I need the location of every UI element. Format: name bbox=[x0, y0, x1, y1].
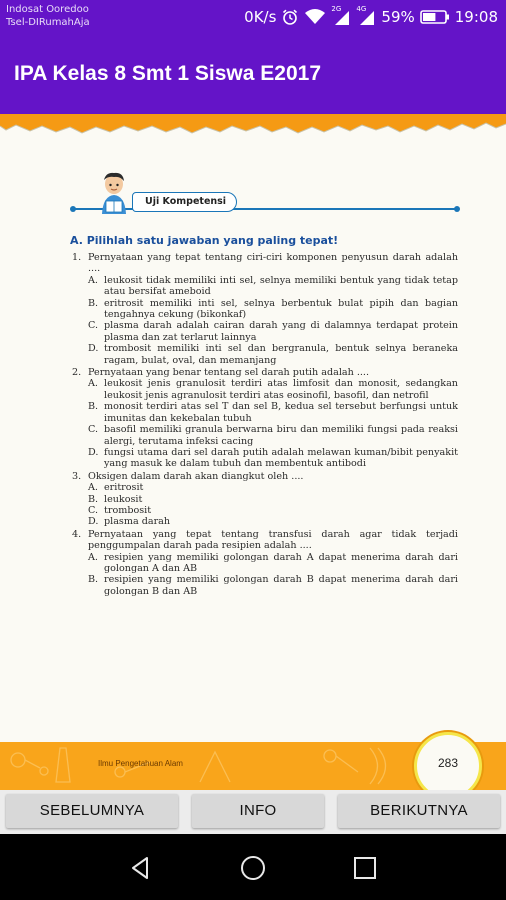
status-icons bbox=[244, 0, 498, 34]
recents-square-icon[interactable] bbox=[351, 854, 379, 882]
answer-option bbox=[88, 424, 458, 447]
option-letter: A. bbox=[88, 551, 98, 563]
answer-option bbox=[88, 574, 458, 597]
option-text: leukosit jenis granulosit terdiri atas limfosit dan monosit, sedangkan leukosit jenis agranulosit terdiri atas eosinofil, basofil, dan netrofil bbox=[104, 378, 458, 401]
torn-paper-edge bbox=[0, 114, 506, 138]
answer-option bbox=[88, 482, 458, 493]
home-circle-icon[interactable] bbox=[239, 854, 267, 882]
alarm-icon bbox=[281, 8, 299, 26]
question-text: Pernyataan yang benar tentang sel darah putih adalah .... bbox=[88, 367, 370, 379]
option-letter: B. bbox=[88, 401, 99, 413]
signal-2g-icon bbox=[331, 5, 351, 26]
option-text: leukosit bbox=[104, 493, 143, 505]
page-number: 283 bbox=[437, 756, 459, 770]
answer-option bbox=[88, 275, 458, 298]
question-item bbox=[72, 529, 458, 597]
book-page-view[interactable] bbox=[0, 114, 506, 790]
info-button[interactable]: INFO bbox=[192, 794, 324, 828]
option-letter: A. bbox=[88, 378, 98, 390]
question-item bbox=[72, 367, 458, 470]
system-navigation-bar bbox=[0, 834, 506, 900]
battery-percent: 59% bbox=[381, 8, 415, 26]
answer-option bbox=[88, 401, 458, 424]
net-2g-label: 2G bbox=[331, 5, 342, 13]
option-text: trombosit memiliki inti sel dan bergranula, bentuk selnya beraneka ragam, bulat, oval, dan memanjang bbox=[104, 343, 458, 366]
carrier-name-1: Indosat Ooredoo bbox=[6, 4, 89, 15]
option-letter: C. bbox=[88, 504, 99, 516]
page-number-badge bbox=[414, 732, 482, 790]
question-number: 4. bbox=[72, 528, 82, 540]
answer-option bbox=[88, 505, 458, 516]
answer-option bbox=[88, 447, 458, 470]
back-triangle-icon[interactable] bbox=[127, 854, 155, 882]
option-letter: B. bbox=[88, 493, 99, 505]
wifi-icon bbox=[304, 8, 326, 26]
status-bar bbox=[0, 0, 506, 34]
net-4g-label: 4G bbox=[356, 5, 367, 13]
option-letter: A. bbox=[88, 482, 98, 494]
option-text: monosit terdiri atas sel T dan sel B, kedua sel tersebut berfungsi untuk imunitas dan kekebalan tubuh bbox=[104, 401, 458, 424]
signal-4g-icon bbox=[356, 5, 376, 26]
answer-option bbox=[88, 343, 458, 366]
question-text: Oksigen dalam darah akan diangkut oleh .... bbox=[88, 470, 304, 482]
question-item bbox=[72, 471, 458, 528]
question-number: 2. bbox=[72, 367, 82, 379]
section-heading: A. Pilihlah satu jawaban yang paling tepat! bbox=[70, 234, 339, 247]
student-mascot-icon bbox=[94, 170, 134, 216]
clock: 19:08 bbox=[454, 8, 498, 26]
option-text: plasma darah adalah cairan darah yang di dalamnya terdapat protein plasma dan zat terlarut lainnya bbox=[104, 320, 458, 343]
option-text: leukosit tidak memiliki inti sel, selnya memiliki bentuk yang tidak tetap atau bersifat ameboid bbox=[104, 274, 458, 298]
option-text: resipien yang memiliki golongan darah A dapat menerima darah dari golongan A dan AB bbox=[104, 551, 458, 574]
option-letter: A. bbox=[88, 274, 98, 286]
app-bar bbox=[0, 34, 506, 114]
answer-option bbox=[88, 320, 458, 343]
option-letter: C. bbox=[88, 320, 99, 332]
previous-button[interactable]: SEBELUMNYA bbox=[6, 794, 178, 828]
footer-subject-label: Ilmu Pengetahuan Alam bbox=[98, 759, 183, 768]
carrier-name-2: Tsel-DIRumahAja bbox=[6, 17, 90, 28]
uji-kompetensi-banner bbox=[72, 170, 458, 214]
next-button[interactable]: BERIKUTNYA bbox=[338, 794, 500, 828]
question-number: 3. bbox=[72, 470, 82, 482]
answer-option bbox=[88, 378, 458, 401]
option-letter: D. bbox=[88, 343, 99, 355]
banner-label: Uji Kompetensi bbox=[132, 192, 237, 212]
question-list bbox=[72, 252, 458, 598]
page-navigation-bar bbox=[0, 790, 506, 834]
answer-option bbox=[88, 552, 458, 575]
option-text: eritrosit memiliki inti sel, selnya berbentuk bulat pipih dan bagian tengahnya cekung (bikonkaf) bbox=[104, 297, 458, 321]
answer-option bbox=[88, 298, 458, 321]
answer-option bbox=[88, 516, 458, 527]
option-letter: B. bbox=[88, 574, 99, 586]
question-number: 1. bbox=[72, 252, 82, 263]
option-text: resipien yang memiliki golongan darah B dapat menerima darah dari golongan B dan AB bbox=[104, 574, 458, 597]
option-letter: D. bbox=[88, 446, 99, 458]
option-text: basofil memiliki granula berwarna biru dan memiliki fungsi pada reaksi alergi, terutama infeksi cacing bbox=[104, 424, 458, 447]
option-letter: D. bbox=[88, 516, 99, 528]
option-letter: B. bbox=[88, 297, 99, 309]
app-title: IPA Kelas 8 Smt 1 Siswa E2017 bbox=[14, 62, 322, 85]
network-speed: 0K/s bbox=[244, 8, 277, 26]
option-text: trombosit bbox=[104, 504, 152, 516]
question-item bbox=[72, 252, 458, 366]
question-text: Pernyataan yang tepat tentang transfusi darah agar tidak terjadi penggumpalan darah pada resipien adalah .... bbox=[88, 528, 458, 552]
option-text: fungsi utama dari sel darah putih adalah melawan kuman/bibit penyakit yang masuk ke dalam tubuh dan membentuk antibodi bbox=[104, 446, 458, 470]
answer-option bbox=[88, 494, 458, 505]
option-text: plasma darah bbox=[104, 516, 171, 528]
question-text: Pernyataan yang tepat tentang ciri-ciri komponen penyusun darah adalah .... bbox=[88, 252, 458, 275]
option-text: eritrosit bbox=[104, 482, 144, 494]
battery-icon bbox=[420, 9, 450, 25]
option-letter: C. bbox=[88, 424, 99, 436]
